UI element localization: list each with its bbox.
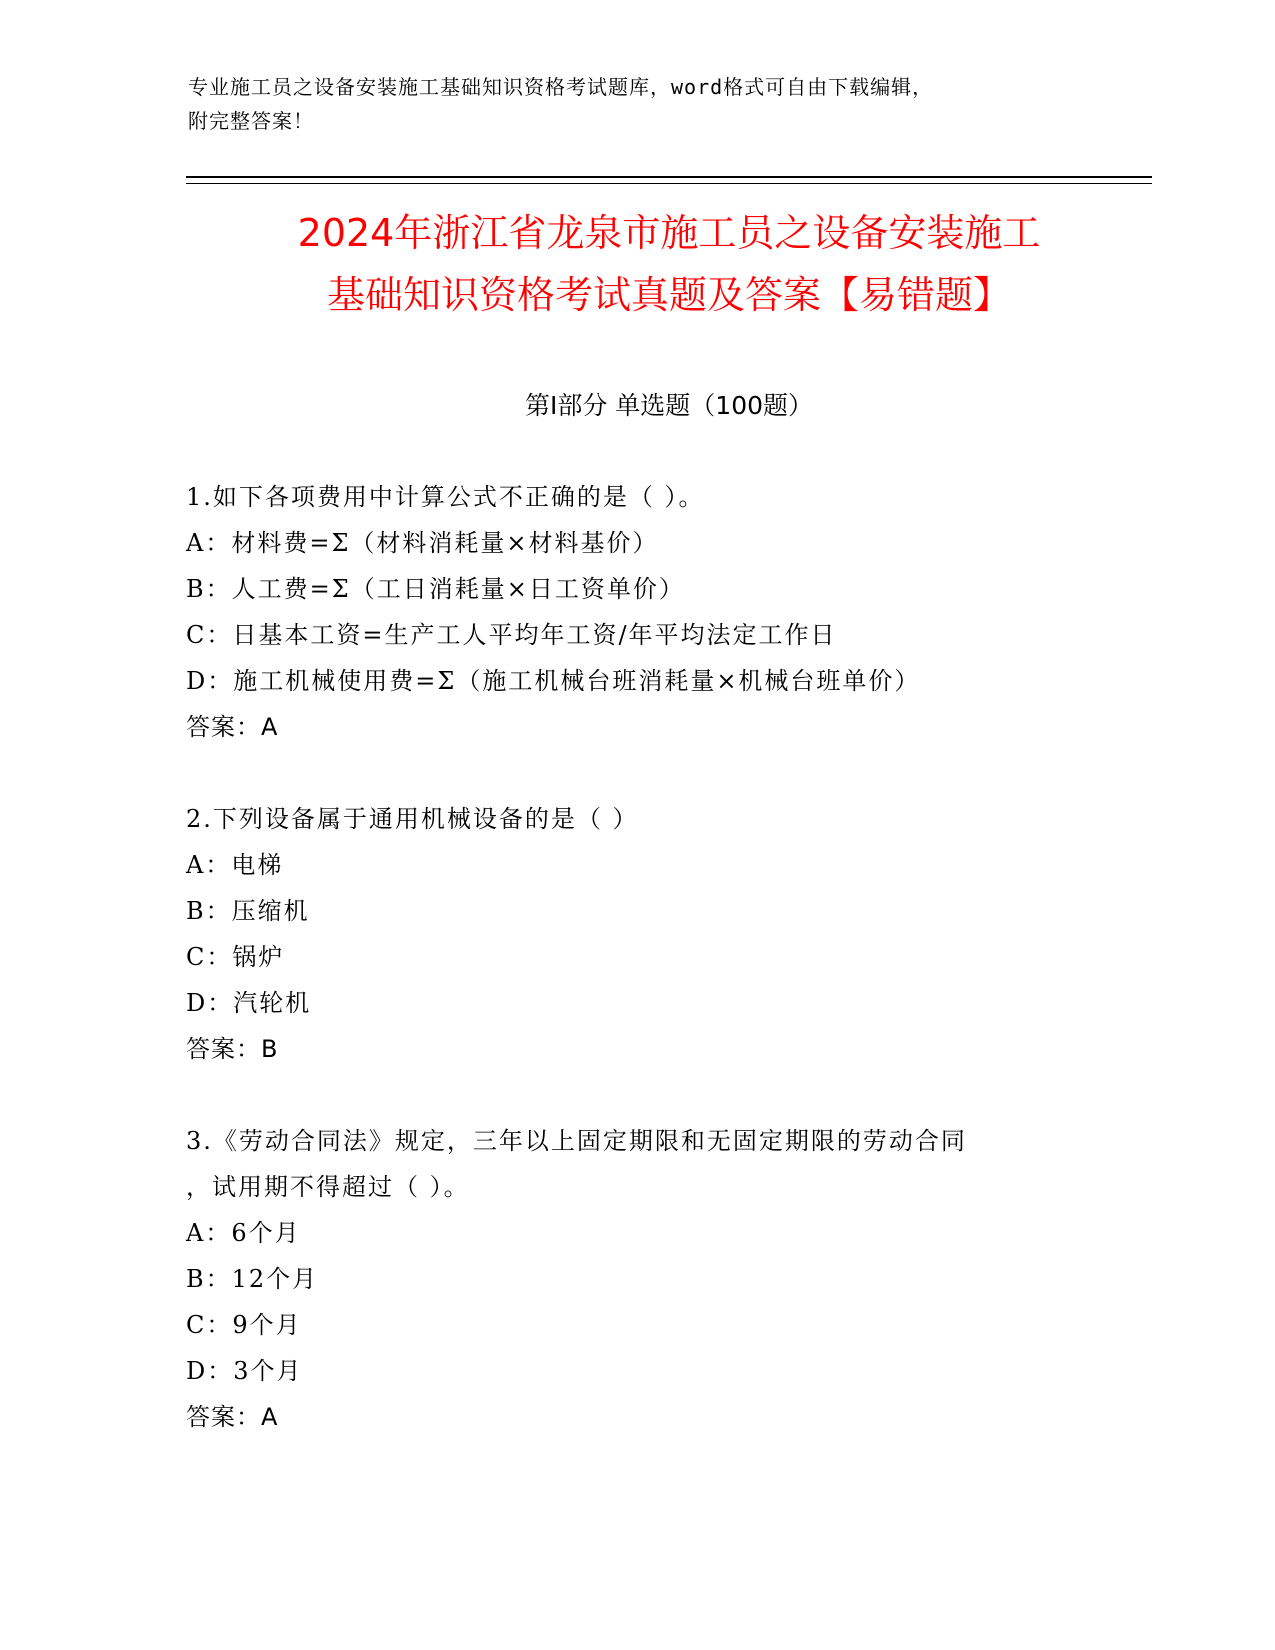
- document-header-note: [188, 70, 1088, 138]
- header-rule-thin: [186, 183, 1152, 184]
- question-3: [186, 1118, 1086, 1440]
- option-d: D：汽轮机: [186, 989, 312, 1017]
- option-b: B：压缩机: [186, 897, 310, 925]
- section-heading: 第Ⅰ部分 单选题（100题）: [524, 391, 814, 420]
- option-a: A：材料费=Σ（材料消耗量×材料基价）: [186, 529, 659, 557]
- question-stem: 2.下列设备属于通用机械设备的是（ ）: [186, 805, 639, 833]
- option-c: C：日基本工资=生产工人平均年工资/年平均法定工作日: [186, 621, 837, 649]
- header-line-2: 附完整答案！: [188, 109, 314, 133]
- title-line-2: 基础知识资格考试真题及答案【易错题】: [326, 273, 1011, 317]
- header-rule-thick: [186, 176, 1152, 178]
- question-list: [186, 474, 1086, 1486]
- option-a: A：6个月: [186, 1219, 301, 1247]
- title-line-1: 2024年浙江省龙泉市施工员之设备安装施工: [297, 211, 1041, 255]
- answer: 答案：B: [186, 1035, 279, 1063]
- question-2: [186, 796, 1086, 1072]
- option-a: A：电梯: [186, 851, 284, 879]
- answer: 答案：A: [186, 1403, 279, 1431]
- question-stem-line-2: ，试用期不得超过（ ）。: [186, 1173, 470, 1201]
- option-c: C：9个月: [186, 1311, 302, 1339]
- answer: 答案：A: [186, 713, 279, 741]
- question-1: [186, 474, 1086, 750]
- option-b: B：12个月: [186, 1265, 319, 1293]
- option-d: D：施工机械使用费=Σ（施工机械台班消耗量×机械台班单价）: [186, 667, 921, 695]
- document-title: [186, 202, 1152, 326]
- option-b: B：人工费=Σ（工日消耗量×日工资单价）: [186, 575, 685, 603]
- header-line-1: 专业施工员之设备安装施工基础知识资格考试题库，word格式可自由下载编辑，: [188, 75, 934, 99]
- question-stem-line-1: 3.《劳动合同法》规定，三年以上固定期限和无固定期限的劳动合同: [186, 1127, 967, 1155]
- question-stem: 1.如下各项费用中计算公式不正确的是（ ）。: [186, 483, 705, 511]
- option-d: D：3个月: [186, 1357, 303, 1385]
- option-c: C：锅炉: [186, 943, 285, 971]
